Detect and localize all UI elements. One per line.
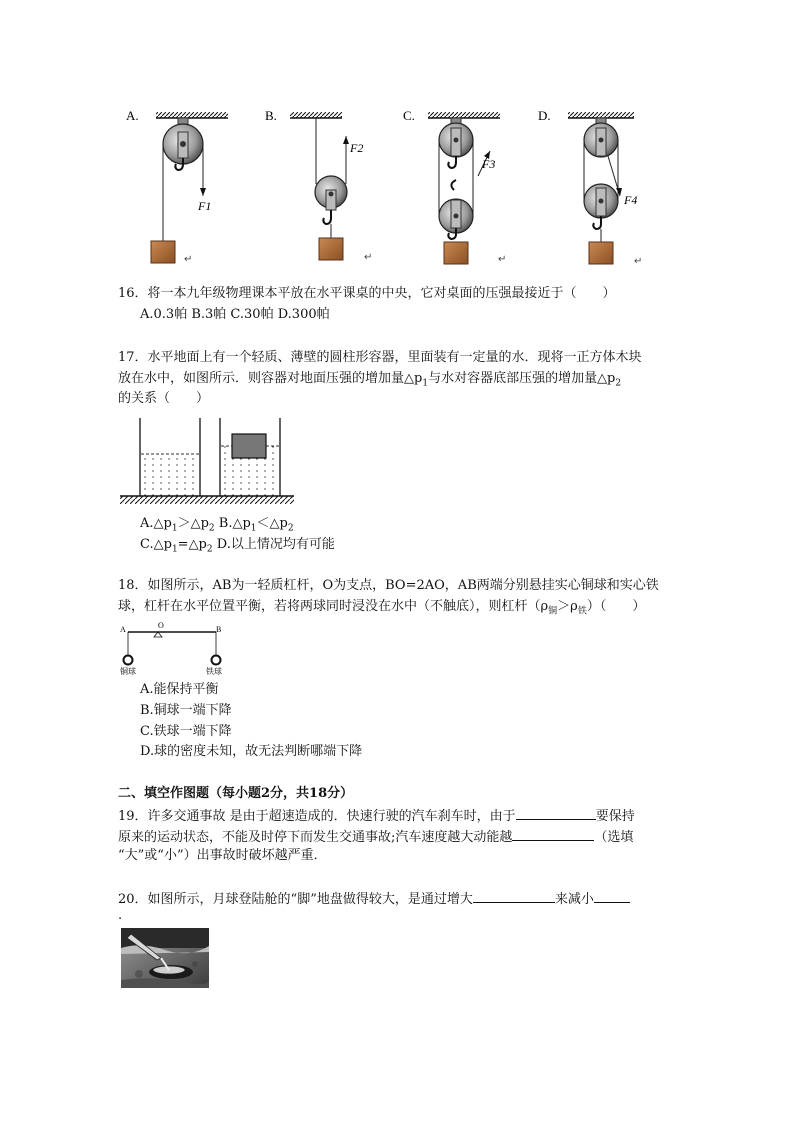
force-f1-label: F1 [198, 199, 212, 213]
q20-blank-2[interactable] [594, 888, 630, 903]
force-f3-label: F3 [482, 157, 496, 171]
force-f2-label: F2 [350, 141, 364, 155]
q20-blank-1[interactable] [473, 888, 555, 903]
q18-option-c: C.铁球一端下降 [140, 724, 232, 739]
section-2-title: 二、填空作图题（每小题2分，共18分） [118, 786, 354, 801]
q19-blank-2[interactable] [512, 826, 594, 841]
q19-line3: “大”或“小”）出事故时破坏越严重． [118, 848, 327, 863]
pulley-block-d [568, 112, 637, 264]
force-f4-label: F4 [624, 193, 638, 207]
return-mark-c: ↵ [498, 254, 507, 265]
pulley-figures [118, 96, 678, 274]
q17-line2: 放在水中，如图所示．则容器对地面压强的增加量$\triangle p_1$与水对容器底部压强的增加量$\triangle p_2$ [118, 371, 622, 389]
pulley-block-c [428, 112, 500, 264]
q18-lever-svg [118, 620, 228, 676]
lunar-lander-photo [121, 928, 209, 988]
q18-option-b: B.铜球一端下降 [140, 703, 232, 718]
q16-options: A.0.3帕 B.3帕 C.30帕 D.300帕 [140, 307, 330, 322]
lever-label-a: A [120, 625, 126, 634]
movable-pulley-b [290, 112, 363, 260]
lever-label-b: B [216, 625, 222, 634]
q20-line1: 20．如图所示，月球登陆舱的“脚”地盘做得较大，是通过增大 来减小 [118, 888, 630, 910]
q18-line2: 球，杠杆在水平位置平衡，若将两球同时浸没在水中（不触底），则杠杆$(\rho_铜>\rho_铁)$（ ） [118, 599, 646, 617]
return-mark-d: ↵ [634, 256, 643, 267]
q20-line2: . [118, 908, 123, 923]
q19-line2: 原来的运动状态，不能及时停下而发生交通事故;汽车速度越大动能越 （选填 [118, 826, 633, 848]
return-mark-b: ↵ [364, 252, 373, 263]
q16-stem: 16．将一本九年级物理课本平放在水平课桌的中央，它对桌面的压强最接近于（ ） [118, 286, 616, 301]
q17-line3: 的关系（ ） [118, 391, 210, 406]
return-mark-a: ↵ [184, 254, 193, 265]
lever-label-o: O [158, 621, 164, 630]
q17-options-ab: $A.\triangle p_1>\triangle p_2$ $B.\triangle p_1<\triangle p_2$ [140, 516, 294, 534]
lunar-lander-photo-svg [121, 928, 209, 988]
q17-line1: 17．水平地面上有一个轻质、薄壁的圆柱形容器，里面装有一定量的水．现将一正方体木块 [118, 350, 642, 365]
q17-options-cd: $C.\triangle p_1=\triangle p_2$ D.以上情况均有可能 [140, 537, 335, 555]
label-c: C. [403, 108, 415, 123]
q17-containers-svg [120, 414, 294, 506]
pulley-figures-svg [118, 96, 678, 274]
label-a: A. [126, 108, 139, 123]
label-d: D. [538, 108, 551, 123]
lever-label-iron-ball: 铁球 [206, 667, 222, 676]
q18-line1: 18．如图所示，AB为一轻质杠杆，O为支点，BO=2AO，AB两端分别悬挂实心铜球和实心铁 [118, 578, 659, 593]
q19-blank-1[interactable] [516, 805, 596, 820]
label-b: B. [265, 108, 277, 123]
q18-option-d: D.球的密度未知，故无法判断哪端下降 [140, 744, 363, 759]
lever-label-copper-ball: 铜球 [120, 667, 136, 676]
fixed-pulley-a [151, 112, 228, 263]
q19-line1: 19．许多交通事故 是由于超速造成的．快速行驶的汽车刹车时，由于 要保持 [118, 805, 635, 827]
q18-option-a: A.能保持平衡 [140, 682, 219, 697]
q18-lever-figure [118, 620, 228, 676]
q17-container-figure [120, 414, 294, 506]
